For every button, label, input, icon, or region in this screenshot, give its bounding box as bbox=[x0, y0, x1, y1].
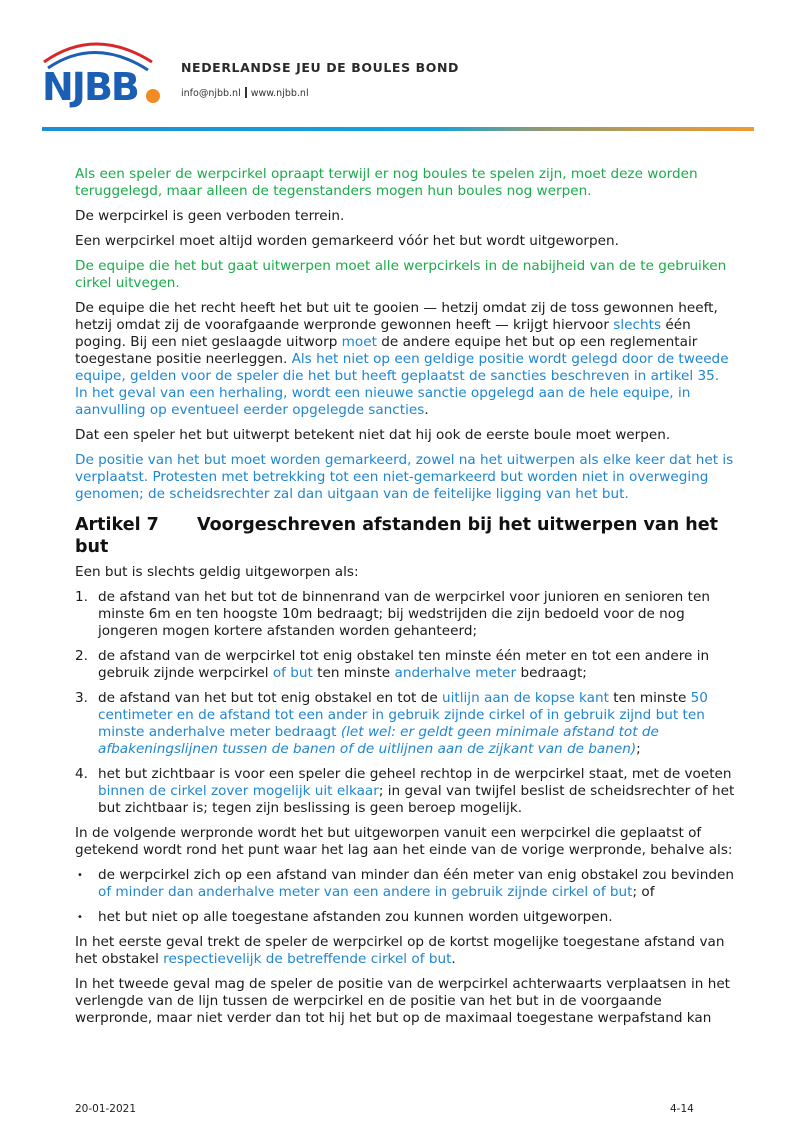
text-span: . bbox=[451, 951, 456, 967]
text-span: bedraagt; bbox=[516, 665, 587, 681]
highlight-span: Als het niet op een geldige positie wordt gelegd door de tweede equipe, gelden voor de speler die het but heeft geplaatst de sancties beschreven in artikel 35. In het geval van een herhaling, wordt een nieuwe sanctie opgelegd aan de hele equipe, in aanvulling op eventueel eerder opgelegde sancties bbox=[75, 351, 729, 418]
document-body bbox=[75, 166, 735, 1035]
paragraph: In het tweede geval mag de speler de positie van de werpcirkel achterwaarts verplaatsen in het verlengde van de lijn tussen de werpcirkel en de positie van het but in de voorgaande werpronde, maar niet verder dan tot hij het but op de maximaal toegestane werpafstand kan bbox=[75, 976, 731, 1026]
list-item bbox=[75, 589, 735, 640]
text-span: de afstand van het but tot de binnenrand van de werpcirkel voor junioren en senioren ten minste 6m en ten hoogste 10m bedraagt; bij wedstrijden die zijn bedoeld voor de nog jongeren mogen kortere afstanden worden gehanteerd; bbox=[98, 589, 710, 639]
highlight-span: slechts bbox=[613, 317, 662, 333]
italic-highlight-span: (let wel: er geldt geen minimale afstand tot de afbakeningslijnen tussen de banen of de uitlijnen aan de zijkant van de banen) bbox=[98, 724, 659, 757]
highlight-span: of minder dan anderhalve meter van een andere in gebruik zijnde cirkel of but bbox=[98, 884, 633, 900]
header-rule bbox=[42, 127, 754, 131]
list-item bbox=[75, 867, 735, 901]
paragraph: De werpcirkel is geen verboden terrein. bbox=[75, 208, 345, 224]
paragraph: De positie van het but moet worden gemarkeerd, zowel na het uitwerpen als elke keer dat het is verplaatst. Protesten met betrekking tot een niet-gemarkeerd but worden niet in overweging genomen; de scheidsrechter zal dan uitgaan van de feitelijke ligging van het but. bbox=[75, 452, 734, 502]
website-link[interactable]: www.njbb.nl bbox=[250, 88, 309, 99]
text-span: de werpcirkel zich op een afstand van minder dan één meter van enig obstakel zou bevinden bbox=[98, 867, 734, 883]
email-link[interactable]: info@njbb.nl bbox=[181, 88, 241, 99]
paragraph: In de volgende werpronde wordt het but uitgeworpen vanuit een werpcirkel die geplaatst of getekend wordt rond het punt waar het lag aan het einde van de vorige werpronde, behalve als: bbox=[75, 825, 733, 858]
text-span: het but zichtbaar is voor een speler die geheel rechtop in de werpcirkel staat, met de voeten bbox=[98, 766, 732, 782]
text-span: ; of bbox=[632, 884, 655, 900]
list-item bbox=[75, 648, 735, 682]
separator bbox=[245, 87, 247, 98]
article-title: Voorgeschreven afstanden bij het uitwerpen van het but bbox=[75, 515, 718, 557]
list-marker: 3. bbox=[75, 690, 88, 706]
text-span: ten minste bbox=[608, 690, 691, 706]
list-item bbox=[75, 690, 735, 758]
text-span: ; bbox=[636, 741, 641, 757]
text-span: één poging. Bij een niet geslaagde uitworp bbox=[75, 317, 691, 350]
paragraph: De equipe die het but gaat uitwerpen moet alle werpcirkels in de nabijheid van de te gebruiken cirkel uitvegen. bbox=[75, 258, 727, 291]
bullet-icon: • bbox=[77, 912, 83, 923]
text-span: In het eerste geval trekt de speler de werpcirkel op de kortst mogelijke toegestane afstand van het obstakel bbox=[75, 934, 725, 967]
text-span: de afstand van het but tot enig obstakel en tot de bbox=[98, 690, 443, 706]
organization-name: NEDERLANDSE JEU DE BOULES BOND bbox=[181, 60, 460, 75]
list-item bbox=[75, 766, 735, 817]
numbered-list bbox=[75, 589, 735, 817]
page-number: 4-14 bbox=[670, 1103, 694, 1115]
highlight-span: binnen de cirkel zover mogelijk uit elkaar bbox=[98, 783, 379, 799]
njbb-logo-icon bbox=[40, 32, 162, 108]
contact-info bbox=[181, 87, 309, 99]
paragraph: Een werpcirkel moet altijd worden gemarkeerd vóór het but wordt uitgeworpen. bbox=[75, 233, 619, 249]
paragraph bbox=[75, 934, 735, 968]
text-span: de andere equipe het but op een reglementair toegestane positie neerleggen. bbox=[75, 334, 698, 367]
text-span: De equipe die het recht heeft het but uit te gooien — hetzij omdat zij de toss gewonnen heeft, hetzij omdat zij de voorafgaande werpronde gewonnen heeft — krijgt hiervoor bbox=[75, 300, 718, 333]
highlight-span: of but bbox=[272, 665, 313, 681]
document-header bbox=[0, 0, 800, 140]
list-marker: 1. bbox=[75, 589, 88, 605]
list-marker: 2. bbox=[75, 648, 88, 664]
article-intro: Een but is slechts geldig uitgeworpen als: bbox=[75, 564, 359, 580]
article-heading bbox=[75, 514, 735, 558]
highlight-span: 50 centimeter en de afstand tot een ander in gebruik zijnde cirkel of in gebruik zijnd but ten minste anderhalve meter bedraagt bbox=[98, 690, 708, 740]
text-span: . bbox=[424, 402, 429, 418]
paragraph: Dat een speler het but uitwerpt betekent niet dat hij ook de eerste boule moet werpen. bbox=[75, 427, 671, 443]
svg-text:NJBB: NJBB bbox=[42, 65, 138, 108]
text-span: ; in geval van twijfel beslist de scheidsrechter of het but zichtbaar is; tegen zijn beslissing is geen beroep mogelijk. bbox=[98, 783, 735, 816]
highlight-span: moet bbox=[341, 334, 377, 350]
highlight-span: anderhalve meter bbox=[394, 665, 517, 681]
paragraph: Als een speler de werpcirkel opraapt terwijl er nog boules te spelen zijn, moet deze worden teruggelegd, maar alleen de tegenstanders mogen hun boules nog werpen. bbox=[75, 166, 698, 199]
paragraph bbox=[75, 300, 735, 419]
highlight-span: respectievelijk de betreffende cirkel of but bbox=[163, 951, 452, 967]
list-marker: 4. bbox=[75, 766, 88, 782]
highlight-span: uitlijn aan de kopse kant bbox=[442, 690, 609, 706]
bullet-list bbox=[75, 867, 735, 926]
list-item bbox=[75, 909, 735, 926]
bullet-icon: • bbox=[77, 870, 83, 881]
text-span: ten minste bbox=[312, 665, 395, 681]
text-span: het but niet op alle toegestane afstanden zou kunnen worden uitgeworpen. bbox=[98, 909, 613, 925]
footer-date: 20-01-2021 bbox=[75, 1103, 137, 1115]
article-number: Artikel 7 bbox=[75, 515, 159, 535]
text-span: de afstand van de werpcirkel tot enig obstakel ten minste één meter en tot een andere in gebruik zijnde werpcirkel bbox=[98, 648, 710, 681]
